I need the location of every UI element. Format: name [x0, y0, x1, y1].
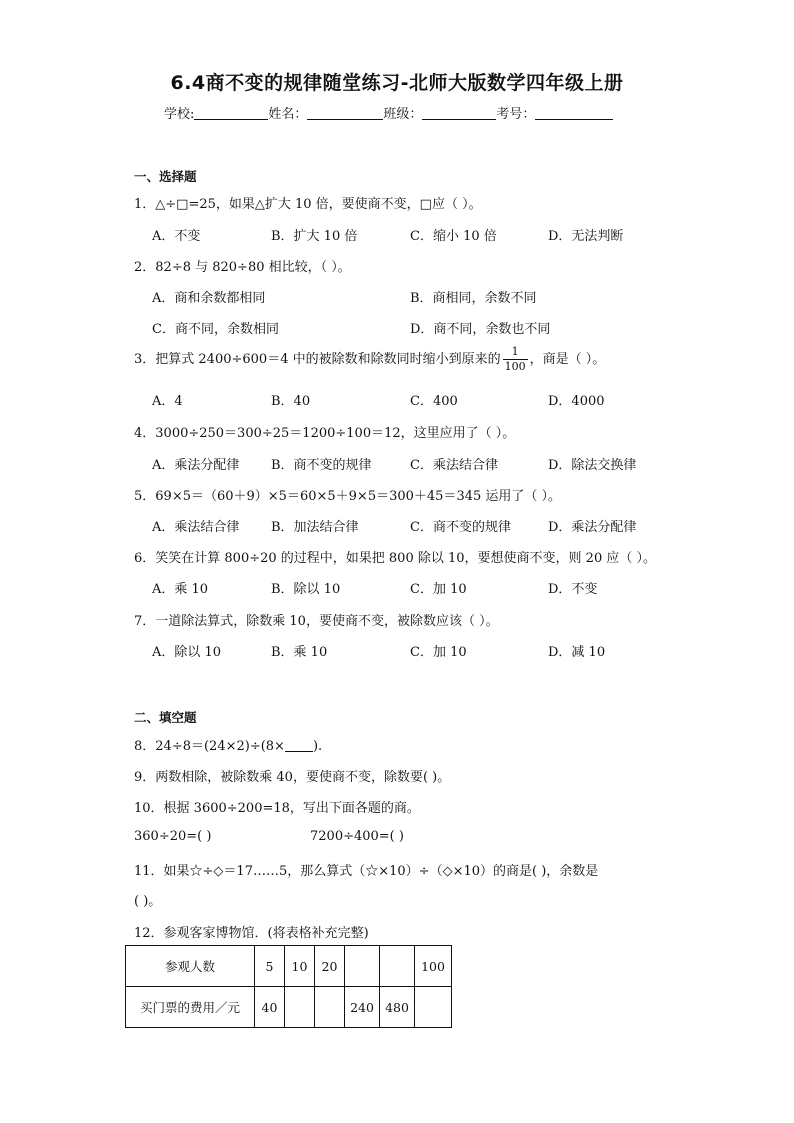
q7-option-d[interactable]: D．减 10: [548, 645, 606, 660]
question-12: 12．参观客家博物馆．(将表格补充完整): [134, 926, 369, 941]
q3-option-a[interactable]: A．4: [152, 394, 183, 409]
q3-fraction-denominator: 100: [504, 360, 526, 373]
q8-text-after: ).: [312, 739, 323, 754]
question-7: 7．一道除法算式，除数乘 10，要使商不变，被除数应该（ ）。: [134, 614, 499, 629]
q1-option-a[interactable]: A．不变: [152, 229, 201, 244]
table-cell: 40: [255, 987, 285, 1028]
q4-option-a[interactable]: A．乘法分配律: [152, 458, 240, 473]
table-row: [126, 946, 452, 987]
table-cell: 480: [380, 987, 415, 1028]
q1-option-b[interactable]: B．扩大 10 倍: [271, 229, 358, 244]
question-10: 10．根据 3600÷200=18，写出下面各题的商。: [134, 801, 420, 816]
q3-fraction: [503, 345, 528, 374]
q4-option-b[interactable]: B．商不变的规律: [271, 458, 372, 473]
school-blank[interactable]: [194, 105, 268, 120]
class-label: 班级：: [383, 107, 423, 122]
q8-answer-blank[interactable]: [285, 738, 313, 752]
q5-option-b[interactable]: B．加法结合律: [271, 520, 359, 535]
class-blank[interactable]: [422, 105, 496, 120]
table-cell: 240: [345, 987, 380, 1028]
q6-option-b[interactable]: B．除以 10: [271, 582, 341, 597]
q10-sub-1: 360÷20=( ): [134, 829, 212, 844]
q3-fraction-numerator: 1: [503, 345, 528, 360]
q3-option-c[interactable]: C．400: [410, 394, 458, 409]
q3-option-d[interactable]: D．4000: [548, 394, 605, 409]
question-8: [134, 735, 322, 754]
q4-option-d[interactable]: D．除法交换律: [548, 458, 637, 473]
q3-text-before: 3．把算式 2400÷600＝4 中的被除数和除数同时缩小到原来的: [134, 352, 501, 367]
name-label: 姓名：: [268, 107, 308, 122]
q7-option-c[interactable]: C．加 10: [410, 645, 467, 660]
q6-option-a[interactable]: A．乘 10: [152, 582, 209, 597]
question-1: 1．△÷□=25，如果△扩大 10 倍，要使商不变，□应（ ）。: [134, 197, 482, 212]
q2-option-b[interactable]: B．商相同，余数不同: [410, 291, 537, 306]
q6-option-d[interactable]: D．不变: [548, 582, 598, 597]
q1-option-c[interactable]: C．缩小 10 倍: [410, 229, 497, 244]
table-cell: 20: [315, 946, 345, 987]
question-2: 2．82÷8 与 820÷80 相比较，（ ）。: [134, 260, 351, 275]
student-info-line: [164, 103, 613, 122]
question-6: 6．笑笑在计算 800÷20 的过程中，如果把 800 除以 10，要想使商不变，则 20 应（ ）。: [134, 551, 656, 566]
table-cell[interactable]: [345, 946, 380, 987]
exam-no-blank[interactable]: [535, 105, 613, 120]
q3-text-after: ，商是（ ）。: [529, 352, 606, 367]
table-cell[interactable]: [285, 987, 315, 1028]
table-cell: 买门票的费用／元: [126, 987, 255, 1028]
table-cell: 参观人数: [126, 946, 255, 987]
q5-option-c[interactable]: C．商不变的规律: [410, 520, 511, 535]
question-4: 4．3000÷250＝300÷25＝1200÷100＝12，这里应用了（ ）。: [134, 426, 516, 441]
table-cell: 5: [255, 946, 285, 987]
museum-ticket-table: [125, 945, 452, 1028]
question-11-line-2: ( )。: [134, 894, 162, 909]
q1-option-d[interactable]: D．无法判断: [548, 229, 624, 244]
q2-option-c[interactable]: C．商不同，余数相同: [152, 322, 279, 337]
table-cell[interactable]: [315, 987, 345, 1028]
table-row: [126, 987, 452, 1028]
q7-option-b[interactable]: B．乘 10: [271, 645, 328, 660]
q3-option-b[interactable]: B．40: [271, 394, 311, 409]
question-5: 5．69×5＝（60＋9）×5＝60×5＋9×5＝300＋45＝345 运用了（ ）。: [134, 489, 562, 504]
table-cell: 100: [415, 946, 452, 987]
school-label: 学校:: [164, 107, 195, 122]
q8-text-before: 8．24÷8＝(24×2)÷(8×: [134, 739, 285, 754]
table-cell[interactable]: [415, 987, 452, 1028]
question-3: [134, 345, 605, 374]
page-title: 6.4商不变的规律随堂练习-北师大版数学四年级上册: [170, 72, 624, 94]
q4-option-c[interactable]: C．乘法结合律: [410, 458, 498, 473]
question-9: 9．两数相除，被除数乘 40，要使商不变，除数要( )。: [134, 770, 451, 785]
question-11-line-1: 11．如果☆÷◇＝17……5，那么算式（☆×10）÷（◇×10）的商是( )，余数是: [134, 864, 599, 879]
table-cell: 10: [285, 946, 315, 987]
section-fill-heading: 二、填空题: [134, 710, 197, 725]
q6-option-c[interactable]: C．加 10: [410, 582, 467, 597]
q5-option-d[interactable]: D．乘法分配律: [548, 520, 637, 535]
q2-option-d[interactable]: D．商不同，余数也不同: [410, 322, 551, 337]
table-cell[interactable]: [380, 946, 415, 987]
exam-no-label: 考号：: [496, 107, 536, 122]
q7-option-a[interactable]: A．除以 10: [152, 645, 222, 660]
section-choice-heading: 一、选择题: [134, 169, 197, 184]
name-blank[interactable]: [307, 105, 383, 120]
q5-option-a[interactable]: A．乘法结合律: [152, 520, 240, 535]
q10-sub-2: 7200÷400=( ): [310, 829, 404, 844]
q2-option-a[interactable]: A．商和余数都相同: [152, 291, 266, 306]
